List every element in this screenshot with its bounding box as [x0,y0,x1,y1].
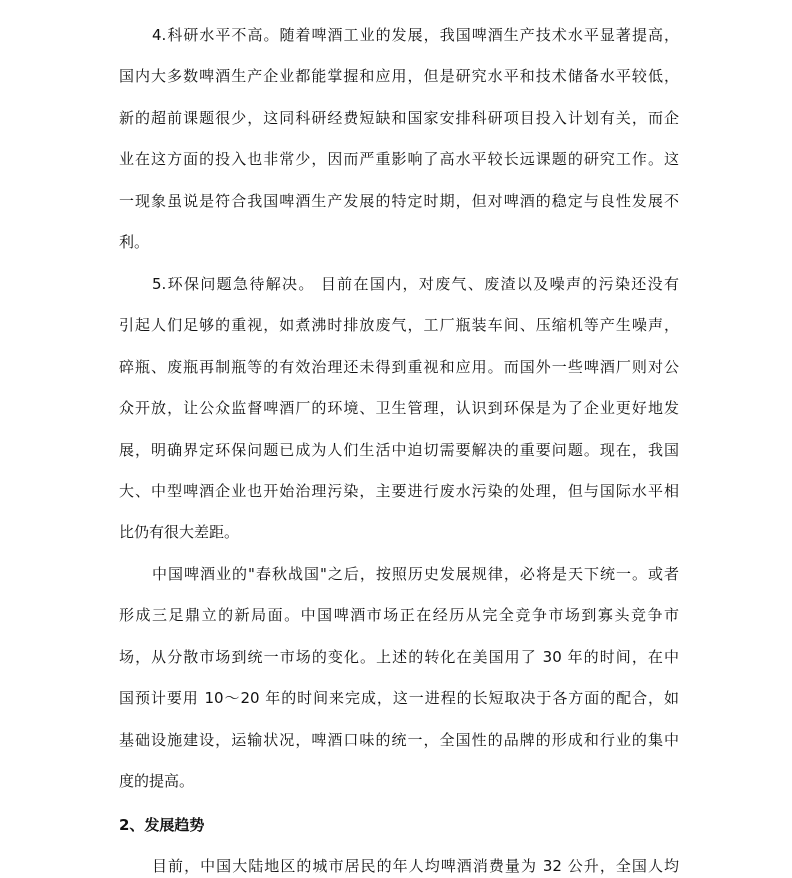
paragraph-2-line-4: 众开放，让公众监督啤酒厂的环境、卫生管理，认识到环保是为了企业更好地发 [119,399,679,417]
paragraph-1-line-6: 利。 [119,233,150,251]
paragraph-2-line-7: 比仍有很大差距。 [119,523,240,541]
section-heading: 2、发展趋势 [119,816,205,834]
paragraph-2-line-2: 引起人们足够的重视，如煮沸时排放废气，工厂瓶装车间、压缩机等产生噪声， [119,316,679,334]
paragraph-2-line-6: 大、中型啤酒企业也开始治理污染，主要进行废水污染的处理，但与国际水平相 [119,482,679,500]
paragraph-1-line-4: 业在这方面的投入也非常少，因而严重影响了高水平较长远课题的研究工作。这 [119,150,679,168]
paragraph-3-line-1: 中国啤酒业的"春秋战国"之后，按照历史发展规律，必将是天下统一。或者 [152,565,679,583]
paragraph-3-line-3: 场，从分散市场到统一市场的变化。上述的转化在美国用了 30 年的时间，在中 [119,648,679,666]
paragraph-3-line-6: 度的提高。 [119,772,195,790]
paragraph-2-line-1: 5.环保问题急待解决。 目前在国内，对废气、废渣以及噪声的污染还没有 [152,275,679,293]
paragraph-1-line-2: 国内大多数啤酒生产企业都能掌握和应用，但是研究水平和技术储备水平较低， [119,67,679,85]
paragraph-1-line-5: 一现象虽说是符合我国啤酒生产发展的特定时期，但对啤酒的稳定与良性发展不 [119,192,679,210]
paragraph-3-line-5: 基础设施建设，运输状况，啤酒口味的统一，全国性的品牌的形成和行业的集中 [119,731,679,749]
paragraph-2-line-5: 展，明确界定环保问题已成为人们生活中迫切需要解决的重要问题。现在，我国 [119,441,679,459]
paragraph-4-line-1: 目前，中国大陆地区的城市居民的年人均啤酒消费量为 32 公升，全国人均 [152,857,679,875]
paragraph-1-line-3: 新的超前课题很少，这同科研经费短缺和国家安排科研项目投入计划有关，而企 [119,109,679,127]
paragraph-3-line-4: 国预计要用 10～20 年的时间来完成，这一进程的长短取决于各方面的配合，如 [119,689,679,707]
paragraph-1-line-1: 4.科研水平不高。随着啤酒工业的发展，我国啤酒生产技术水平显著提高， [152,26,679,44]
paragraph-3-line-2: 形成三足鼎立的新局面。中国啤酒市场正在经历从完全竞争市场到寡头竞争市 [119,606,679,624]
paragraph-2-line-3: 碎瓶、废瓶再制瓶等的有效治理还未得到重视和应用。而国外一些啤酒厂则对公 [119,358,679,376]
